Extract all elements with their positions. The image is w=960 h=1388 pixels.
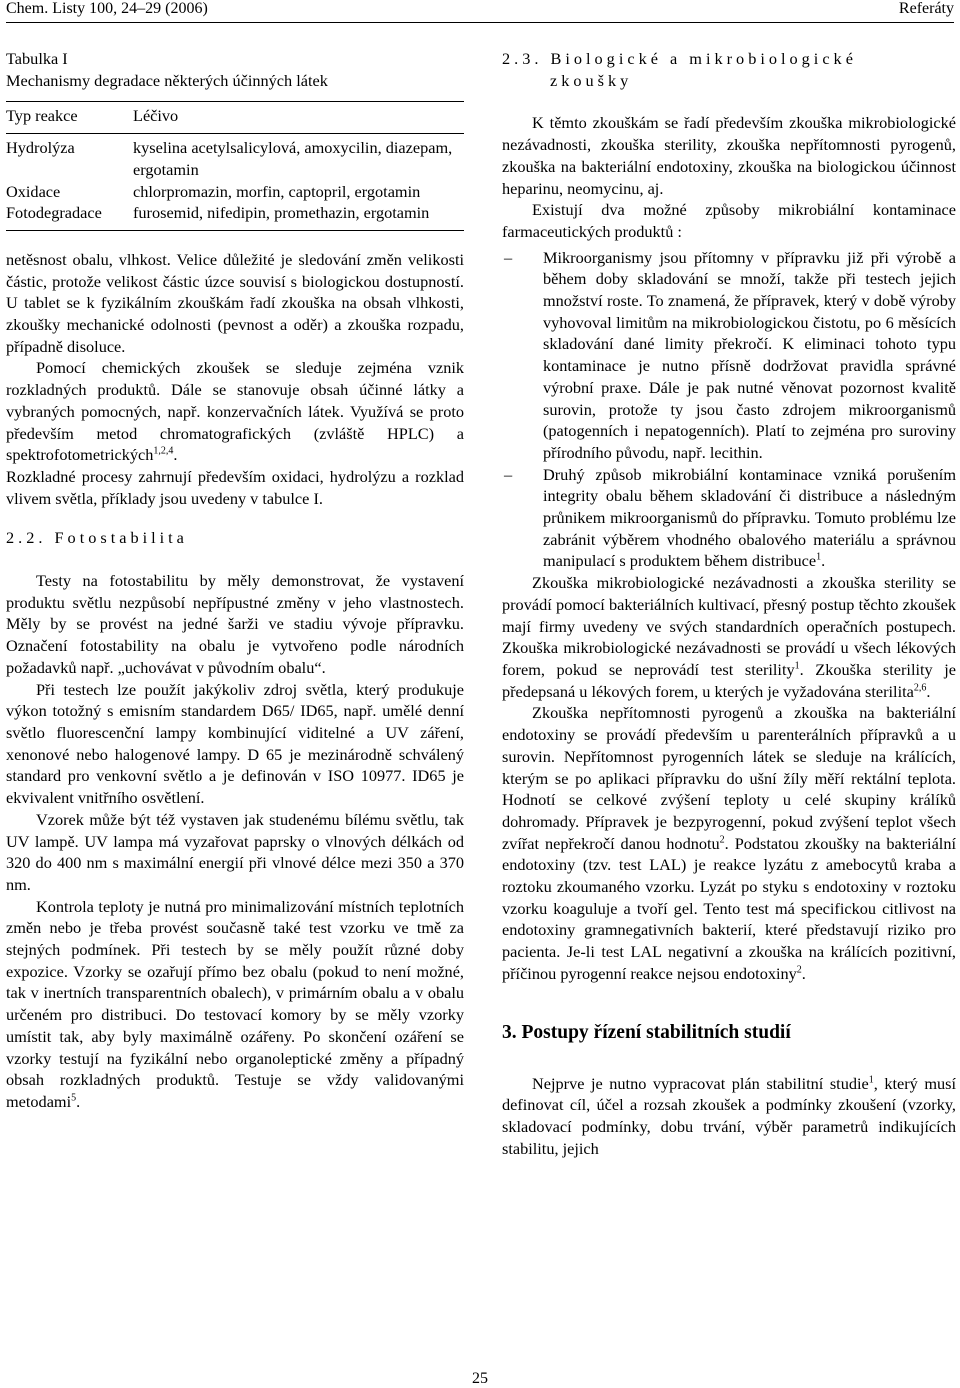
table-cell-drug: furosemid, nifedipin, promethazin, ergotamin	[133, 203, 430, 223]
paragraph: Při testech lze použít jakýkoliv zdroj světla, který produkuje výkon totožný s emisním standardem D65/ ID65, např. umělé denní světlo fluorescenční lampy kombinující viditelné a UV záření, xenonové nebo halogenové lampy. D 65 je mezinárodně schválený standard pro venkovní světlo a je definován v ISO 10977. ID65 je ekvivalent vnitřního osvětlení.	[6, 679, 464, 808]
table-row	[6, 202, 464, 224]
paragraph: Kontrola teploty je nutná pro minimalizování místních teplotních změn nebo je třeba provést současně také test vzorku ve tmě za stejných podmínek. Při testech by se měly použít různé doby expozice. Vzorky se ozařují přímo bez obalu (pokud to není možné, tak v inertních transparentních obalech), v primárním obalu a v obalu určeném pro distribuci. Do testovací komory by se měly vzorky umístit tak, aby byly maximálně ozářeny. Po skončení ozáření se vzorky testují na fyzikální nebo organoleptické změny a případný obsah rozkladných produktů. Testuje se vždy validovanými metodami$^5$.	[6, 896, 464, 1111]
section-heading-2-2: 2.2. Fotostabilita	[6, 528, 188, 548]
paragraph: Rozkladné procesy zahrnují především oxidaci, hydrolýzu a rozklad vlivem světla, příklady jsou uvedeny v tabulce I.	[6, 466, 464, 508]
table-header-cell: Léčivo	[133, 106, 179, 126]
table-row	[6, 181, 464, 203]
paragraph: Vzorek může být též vystaven jak studenému bílému světlu, tak UV lampě. UV lampa má vyzařovat paprsky o vlnových délkách od 320 do 400 nm s maximální energií při vlnové délce mezi 350 a 370 nm.	[6, 809, 464, 894]
list-item: – Mikroorganismy jsou přítomny v přípravku již při výrobě a během doby skladování se množí, takže při testech jejich množství roste. To znamená, že přípravek, který v době výroby vyhovoval limitům na mikrobiologickou čistotu, po 6 měsících skladování dané limity překročí. K eliminaci tohoto typu kontaminace je nutno přísně dodržovat pravidla správné výrobní praxe. Dále je pak nutné věnovat pozornost kvalitě surovin, protože ty jsou často zdrojem mikroorganismů (patogenních i nepatogenních). Platí to zejména pro suroviny přírodního původu, např. lecithin.	[504, 247, 956, 462]
paragraph: K těmto zkouškám se řadí především zkouška mikrobiologické nezávadnosti, zkouška sterility, zkouška nepřítomnosti pyrogenů, zkouška na bakteriální endotoxiny, zkouška na biologickou účinnost heparinu, neomycinu, aj.	[502, 113, 956, 198]
table-caption	[6, 48, 464, 91]
paragraph: netěsnost obalu, vlhkost. Velice důležité je sledování změn velikosti částic, protože velikost částic úzce souvisí s biologickou dostupností. U tablet se k fyzikálním zkouškám řadí zkouška na obsah vlhkosti, zkoušky mechanické odolnosti (pevnost a oděr) a zkouška rozpadu, případně disoluce.	[6, 249, 464, 356]
list-dash: –	[504, 464, 513, 484]
table-row	[6, 137, 464, 180]
table-title: Mechanismy degradace některých účinných látek	[6, 70, 328, 90]
table-top-rule	[6, 101, 464, 102]
paragraph: Testy na fotostabilitu by měly demonstrovat, že vystavení produktu světlu nezpůsobí nepřípustné změny v jeho vlastnostech. Měly by se provést na jedné šarži ve stadiu vývoje přípravku. Označení fotostability na obalu je vytvořeno podle národních požadavků např. „uchovávat v původním obalu“.	[6, 571, 464, 677]
paragraph: Zkouška nepřítomnosti pyrogenů a zkouška na bakteriální endotoxiny se provádí především u parenterálních přípravků a u surovin. Nepřítomnost pyrogenních látek se sleduje na králících, kterým se po aplikaci přípravku do ušní žíly měří rektální teplota. Hodnotí se celkové zvýšení teploty u celé skupiny králíků dohromady. Přípravek je bezpyrogenní, pokud zvýšení teplot všech zvířat nepřekročí danou hodnotu$^2$. Podstatou zkoušky na bakteriální endotoxiny (tzv. test LAL) je reakce lyzátu z amebocytů kraba a roztoku zkoumaného vzorku. Lyzát po styku s endotoxiny v roztoku vzorku koaguluje a tvoří gel. Tento test má specifickou citlivost na endotoxiny gramnegativních bakterií, které představují riziko pro pacienta. Je-li test LAL negativní a zkouška na králících pozitivní, příčinou pyrogenní reakce nejsou endotoxiny$^2$.	[502, 703, 956, 983]
paragraph: Existují dva možné způsoby mikrobiální kontaminace farmaceutických produktů :	[502, 200, 956, 241]
section-heading-2-3: 2.3. Biologické a mikrobiologické zkoušky	[502, 49, 857, 90]
list-dash: –	[504, 247, 513, 267]
table-cell-type: Oxidace	[6, 181, 61, 201]
table-number: Tabulka I	[6, 49, 68, 68]
left-column	[6, 48, 464, 1113]
table-cell-type: Fotodegradace	[6, 203, 102, 223]
degradation-table	[6, 105, 464, 127]
table-header-row	[6, 105, 464, 127]
page-number: 25	[472, 1370, 488, 1387]
table-cell-drug: chlorpromazin, morfin, captopril, ergotamin	[133, 181, 421, 201]
right-column	[502, 48, 956, 1159]
header-rule	[6, 22, 954, 23]
contamination-list	[502, 247, 956, 573]
paragraph: Nejprve je nutno vypracovat plán stabilitní studie$^1$, který musí definovat cíl, účel a rozsah zkoušek a podmínky zkoušení (vzorky, skladovací podmínky, dobu trvání, výběr parametrů indikujících stabilitu, jejich	[502, 1073, 956, 1158]
degradation-table-body	[6, 137, 464, 224]
list-item: – Druhý způsob mikrobiální kontaminace vzniká porušením integrity obalu během skladování či distribuce a následným průnikem mikroorganismů do přípravku. Tomuto problému lze zabránit výběrem vhodného obalového materiálu a správnou manipulací s produktem během distribuce$^1$.	[504, 464, 956, 571]
paragraph: Zkouška mikrobiologické nezávadnosti a zkouška sterility se provádí pomocí bakteriálních kultivací, přesný postup těchto zkoušek mají firmy uvedeny ve svých standardních operačních postupech. Zkouška mikrobiologické nezávadnosti se provádí u všech lékových forem, pokud se neprovádí test sterility$^1$. Zkouška sterility je předepsaná u lékových forem, u kterých je vyžadována sterilita$^{2,6}$.	[502, 573, 957, 701]
section-label: Referáty	[898, 0, 954, 17]
journal-header: Chem. Listy 100, 24–29 (2006)	[6, 0, 208, 17]
table-cell-drug: kyselina acetylsalicylová, amoxycilin, diazepam, ergotamin	[133, 138, 453, 179]
section-heading-3: 3. Postupy řízení stabilitních studií	[502, 1021, 791, 1043]
table-cell-type: Hydrolýza	[6, 138, 75, 158]
table-header-cell: Typ reakce	[6, 106, 78, 126]
table-header-rule	[6, 133, 464, 134]
paragraph: Pomocí chemických zkoušek se sleduje zejména vznik rozkladných produktů. Dále se stanovuje obsah účinné látky a vybraných pomocných, např. konzervačních látek. Využívá se proto především metod chromatografických (zvláště HPLC) a spektrofotometrických$^{1,2,4}$.	[6, 358, 464, 465]
